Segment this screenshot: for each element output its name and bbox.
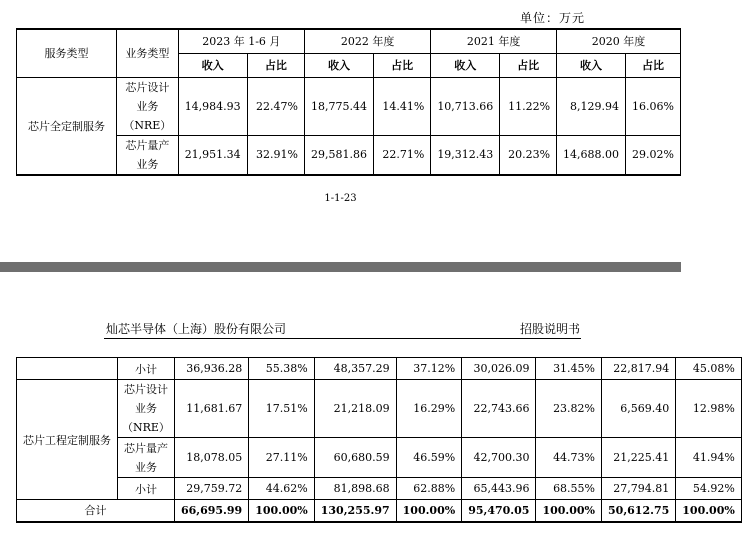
- share-cell: 37.12%: [396, 358, 462, 380]
- total-row: [17, 500, 742, 522]
- share-cell: 41.94%: [676, 438, 742, 478]
- share-cell: 16.06%: [626, 77, 681, 135]
- revenue-cell: 8,129.94: [557, 77, 626, 135]
- revenue-cell: 18,078.05: [174, 438, 248, 478]
- page-separator: [0, 262, 681, 272]
- header-share: 占比: [500, 53, 557, 77]
- share-cell: 32.91%: [247, 135, 304, 175]
- revenue-cell: 22,817.94: [602, 358, 676, 380]
- revenue-cell: 29,581.86: [305, 135, 374, 175]
- share-cell: 68.55%: [536, 478, 602, 500]
- company-name: 灿芯半导体（上海）股份有限公司: [106, 322, 287, 336]
- share-cell: 46.59%: [396, 438, 462, 478]
- revenue-cell: 42,700.30: [462, 438, 536, 478]
- header-share: 占比: [247, 53, 304, 77]
- page-number: 1-1-23: [324, 193, 357, 204]
- revenue-cell: 36,936.28: [174, 358, 248, 380]
- revenue-cell: 66,695.99: [174, 500, 248, 522]
- revenue-table-top: [16, 28, 681, 176]
- document-title: 招股说明书: [520, 322, 581, 336]
- share-cell: 22.47%: [247, 77, 304, 135]
- header-revenue: 收入: [557, 53, 626, 77]
- share-cell: 31.45%: [536, 358, 602, 380]
- header-service-type: 服务类型: [17, 29, 117, 77]
- business-type-cell: 芯片量产业务: [116, 135, 178, 175]
- revenue-cell: 21,218.09: [314, 380, 396, 438]
- revenue-cell: 21,225.41: [602, 438, 676, 478]
- unit-label: 单位：万元: [520, 11, 586, 25]
- revenue-cell: 65,443.96: [462, 478, 536, 500]
- revenue-cell: 95,470.05: [462, 500, 536, 522]
- revenue-cell: 29,759.72: [174, 478, 248, 500]
- revenue-cell: 30,026.09: [462, 358, 536, 380]
- revenue-cell: 18,775.44: [305, 77, 374, 135]
- table-row: [17, 478, 742, 500]
- share-cell: 14.41%: [373, 77, 430, 135]
- header-share: 占比: [626, 53, 681, 77]
- share-cell: 16.29%: [396, 380, 462, 438]
- group-label: 芯片工程定制服务: [17, 380, 118, 500]
- group-label: 芯片全定制服务: [17, 77, 117, 175]
- header-period: 2021 年度: [431, 29, 557, 53]
- share-cell: 44.73%: [536, 438, 602, 478]
- total-label: 合计: [17, 500, 175, 522]
- header-rule: [104, 338, 581, 339]
- table-row: [17, 77, 681, 135]
- document-page-top: [0, 0, 681, 262]
- business-type-cell: 芯片设计业务（NRE）: [116, 77, 178, 135]
- revenue-cell: 19,312.43: [431, 135, 500, 175]
- revenue-cell: 22,743.66: [462, 380, 536, 438]
- header-period: 2023 年 1-6 月: [178, 29, 304, 53]
- share-cell: 54.92%: [676, 478, 742, 500]
- header-period: 2020 年度: [557, 29, 681, 53]
- share-cell: 55.38%: [249, 358, 315, 380]
- table-row: [17, 358, 742, 380]
- header-period: 2022 年度: [305, 29, 431, 53]
- revenue-cell: 21,951.34: [178, 135, 247, 175]
- revenue-table-bottom: [16, 357, 742, 523]
- header-business-type: 业务类型: [116, 29, 178, 77]
- share-cell: 45.08%: [676, 358, 742, 380]
- revenue-cell: 10,713.66: [431, 77, 500, 135]
- header-row-1: [17, 29, 681, 53]
- share-cell: 62.88%: [396, 478, 462, 500]
- revenue-cell: 11,681.67: [174, 380, 248, 438]
- table-row: [17, 135, 681, 175]
- revenue-cell: 130,255.97: [314, 500, 396, 522]
- revenue-cell: 14,984.93: [178, 77, 247, 135]
- table-row: [17, 438, 742, 478]
- share-cell: 100.00%: [536, 500, 602, 522]
- revenue-cell: 27,794.81: [602, 478, 676, 500]
- group-cell-empty: [17, 358, 118, 380]
- share-cell: 44.62%: [249, 478, 315, 500]
- business-type-cell: 芯片量产业务: [118, 438, 175, 478]
- share-cell: 100.00%: [676, 500, 742, 522]
- share-cell: 29.02%: [626, 135, 681, 175]
- document-page-bottom: [0, 272, 735, 533]
- revenue-cell: 50,612.75: [602, 500, 676, 522]
- revenue-cell: 81,898.68: [314, 478, 396, 500]
- revenue-cell: 14,688.00: [557, 135, 626, 175]
- header-revenue: 收入: [305, 53, 374, 77]
- header-share: 占比: [373, 53, 430, 77]
- revenue-cell: 6,569.40: [602, 380, 676, 438]
- revenue-cell: 48,357.29: [314, 358, 396, 380]
- business-type-cell: 小计: [118, 478, 175, 500]
- business-type-cell: 小计: [118, 358, 175, 380]
- share-cell: 27.11%: [249, 438, 315, 478]
- share-cell: 17.51%: [249, 380, 315, 438]
- business-type-cell: 芯片设计业务（NRE）: [118, 380, 175, 438]
- share-cell: 12.98%: [676, 380, 742, 438]
- share-cell: 100.00%: [249, 500, 315, 522]
- header-revenue: 收入: [178, 53, 247, 77]
- share-cell: 20.23%: [500, 135, 557, 175]
- revenue-cell: 60,680.59: [314, 438, 396, 478]
- table-row: [17, 380, 742, 438]
- share-cell: 23.82%: [536, 380, 602, 438]
- share-cell: 100.00%: [396, 500, 462, 522]
- header-revenue: 收入: [431, 53, 500, 77]
- share-cell: 11.22%: [500, 77, 557, 135]
- share-cell: 22.71%: [373, 135, 430, 175]
